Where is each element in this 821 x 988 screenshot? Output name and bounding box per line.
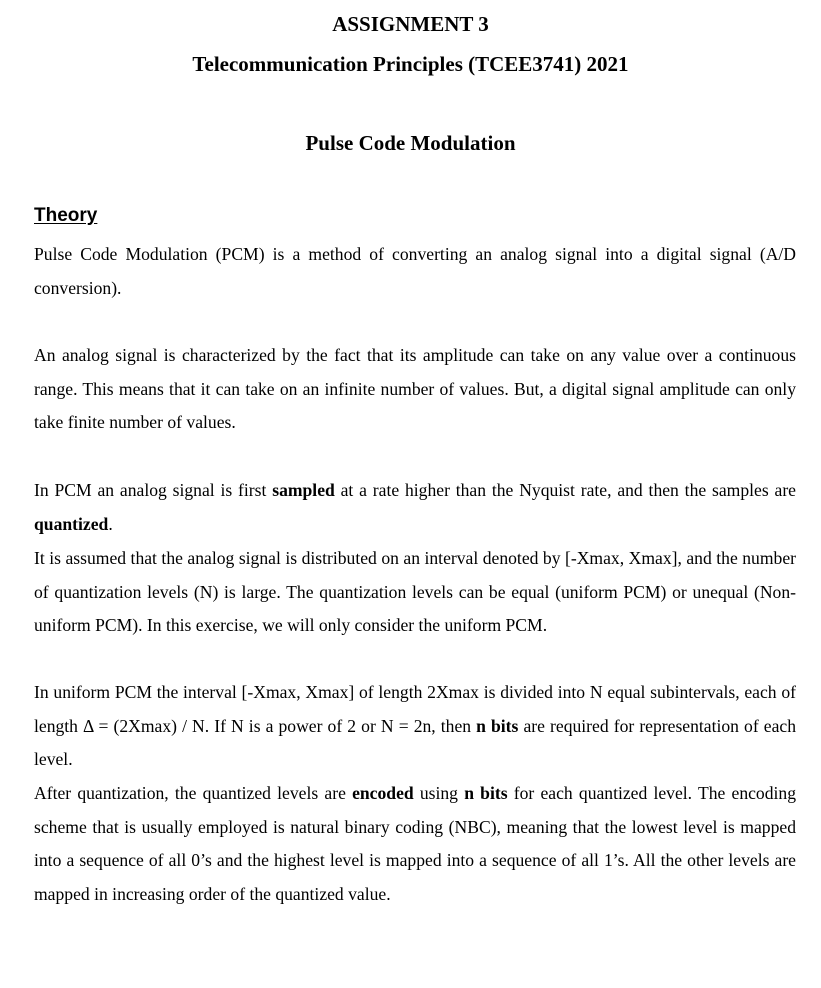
paragraph-analog-signal: An analog signal is characterized by the fact that its amplitude can take on any value over a continuous range. This means that it can take on an infinite number of values. But, a digital signal amplitude can only take finite number of values. (34, 345, 796, 433)
paragraph-pcm-definition: Pulse Code Modulation (PCM) is a method of converting an analog signal into a digital signal (A/D conversion). (34, 244, 796, 298)
course-title: Telecommunication Principles (TCEE3741) 2021 (192, 52, 629, 76)
emphasis-encoded: encoded (352, 783, 414, 803)
text-run: at a rate higher than the Nyquist rate, and then the samples are (334, 480, 796, 500)
paragraph-encoding (34, 777, 796, 912)
text-run: In PCM an analog signal is first (34, 480, 273, 500)
paragraph-quantization-levels: It is assumed that the analog signal is distributed on an interval denoted by [-Xmax, Xmax], and the number of quantization levels (N) is large. The quantization levels can be equal (uniform PCM) or unequal (Non-uniform PCM). In this exercise, we will only consider the uniform PCM. (34, 548, 796, 636)
emphasis-sampled: sampled (272, 480, 335, 500)
text-run: are required for representation of each level. (34, 715, 797, 770)
emphasis-quantized: quantized (34, 513, 109, 534)
text-run: . (108, 513, 113, 534)
paragraph-sampling (34, 474, 796, 541)
emphasis-n-bits: n bits (464, 783, 508, 803)
topic-title: Pulse Code Modulation (305, 131, 516, 155)
text-run: After quantization, the quantized levels are (34, 783, 353, 803)
text-run: using (413, 783, 465, 803)
assignment-title: ASSIGNMENT 3 (332, 12, 489, 36)
text-run: In uniform PCM the interval [-Xmax, Xmax] of length 2Xmax is divided into N equal subintervals, each of length Δ = (2Xmax) / N. If N is a power of 2 or N = 2n, then (34, 682, 796, 736)
text-run: for each quantized level. The encoding scheme that is usually employed is natural binary coding (NBC), meaning that the lowest level is mapped into a sequence of all 0’s and the highest level is mapped into a sequence of all 1’s. All the other levels are mapped in increasing order of the quantized value. (34, 783, 796, 905)
emphasis-n-bits: n bits (476, 715, 519, 736)
paragraph-uniform-pcm (34, 676, 796, 777)
theory-heading: Theory (34, 205, 98, 226)
